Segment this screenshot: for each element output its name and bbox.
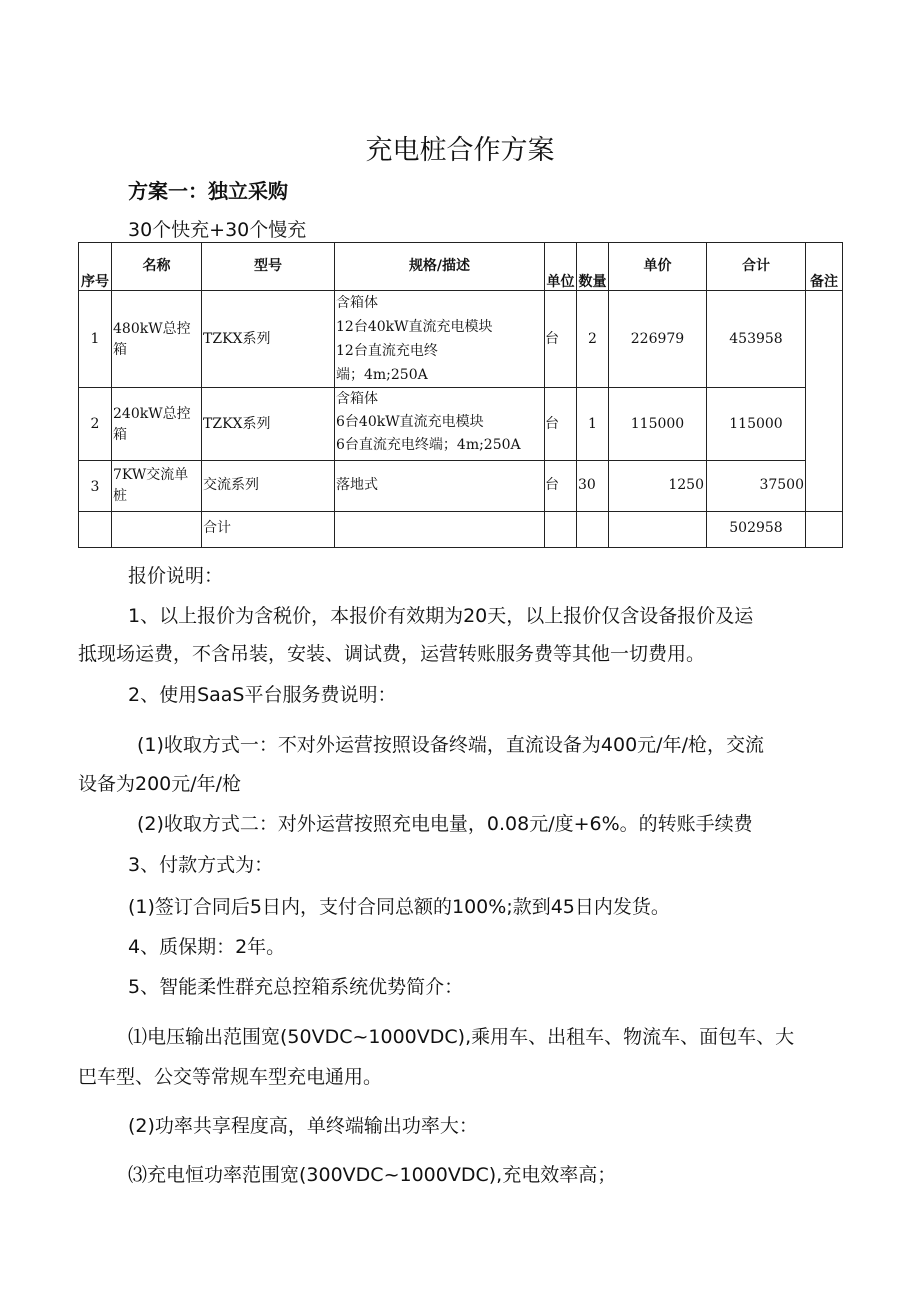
- row2-spec-line1: 含箱体: [336, 391, 378, 407]
- notes-heading: 报价说明：: [128, 565, 224, 587]
- header-price: 单价: [643, 258, 672, 274]
- header-model: 型号: [254, 258, 282, 274]
- row1-spec-line4: 端；4m;250A: [336, 367, 428, 383]
- row2-model: TZKX系列: [203, 416, 271, 432]
- row2-spec-line3: 6台直流充电终端；4m;250A: [336, 437, 521, 453]
- row1-name-line1: 480kW总控: [113, 321, 191, 337]
- note-2a-line2: 设备为200元/年/枪: [78, 773, 242, 795]
- header-total: 合计: [742, 258, 770, 274]
- row2-price: 115000: [630, 416, 685, 432]
- row2-total: 115000: [729, 416, 783, 432]
- note-2a-line1: (1)收取方式一：不对外运营按照设备终端，直流设备为400元/年/枪，交流: [137, 734, 764, 756]
- note-3: 3、付款方式为：: [128, 854, 274, 876]
- sum-label: 合计: [203, 520, 231, 536]
- row3-total: 37500: [759, 477, 804, 493]
- row2-name-line2: 箱: [113, 427, 127, 443]
- row3-name-line2: 桩: [113, 488, 127, 504]
- header-unit: 单位: [546, 274, 575, 290]
- note-1-line1: 1、以上报价为含税价，本报价有效期为20天，以上报价仅含设备报价及运: [128, 605, 754, 627]
- row1-spec: [336, 291, 544, 387]
- sum-total: 502958: [729, 520, 783, 536]
- row3-price: 1250: [668, 477, 704, 493]
- section-subtitle: 30个快充+30个慢充: [128, 219, 307, 241]
- note-3a: (1)签订合同后5日内，支付合同总额的100%;款到45日内发货。: [128, 896, 670, 918]
- note-2b: (2)收取方式二：对外运营按照充电电量，0.08元/度+6%。的转账手续费: [137, 813, 753, 835]
- row2-unit: 台: [545, 416, 559, 432]
- row1-price: 226979: [630, 331, 685, 347]
- row2-spec-line2: 6台40kW直流充电模块: [336, 414, 484, 430]
- row3-spec: 落地式: [336, 477, 378, 493]
- row1-unit: 台: [545, 331, 559, 347]
- row1-name: [113, 319, 201, 361]
- note-5a-line2: 巴车型、公交等常规车型充电通用。: [78, 1066, 383, 1088]
- note-5: 5、智能柔性群充总控箱系统优势简介：: [128, 976, 464, 998]
- row3-unit: 台: [545, 477, 559, 493]
- quote-table: [78, 242, 843, 548]
- row2-spec: [336, 388, 544, 457]
- row3-no: 3: [90, 479, 100, 495]
- header-qty: 数量: [578, 274, 607, 290]
- note-5c: ⑶充电恒功率范围宽(300VDC~1000VDC),充电效率高；: [128, 1164, 617, 1186]
- header-no: 序号: [81, 274, 109, 290]
- row3-name-line1: 7KW交流单: [113, 467, 189, 483]
- row1-qty: 2: [588, 331, 597, 347]
- row3-name: [113, 465, 201, 507]
- row1-no: 1: [90, 331, 100, 347]
- note-1-line2: 抵现场运费，不含吊装，安装、调试费，运营转账服务费等其他一切费用。: [78, 643, 706, 665]
- doc-title: 充电桩合作方案: [365, 135, 555, 166]
- row1-spec-line1: 含箱体: [336, 295, 378, 311]
- header-spec: 规格/描述: [408, 258, 471, 274]
- note-2: 2、使用SaaS平台服务费说明：: [128, 684, 397, 706]
- row2-name-line1: 240kW总控: [113, 406, 191, 422]
- section-heading: 方案一：独立采购: [128, 179, 288, 203]
- row2-name: [113, 404, 201, 446]
- note-5b: (2)功率共享程度高，单终端输出功率大：: [128, 1115, 478, 1137]
- row2-no: 2: [90, 416, 100, 432]
- row2-qty: 1: [588, 416, 597, 432]
- row3-model: 交流系列: [203, 477, 259, 493]
- header-remark: 备注: [810, 274, 838, 290]
- row1-spec-line2: 12台40kW直流充电模块: [336, 319, 493, 335]
- note-4: 4、质保期：2年。: [128, 936, 286, 958]
- row1-name-line2: 箱: [113, 342, 127, 358]
- header-name: 名称: [142, 258, 171, 274]
- row1-model: TZKX系列: [203, 331, 271, 347]
- row3-qty: 30: [578, 477, 596, 493]
- row1-total: 453958: [729, 331, 783, 347]
- row1-spec-line3: 12台直流充电终: [336, 343, 438, 359]
- note-5a-line1: ⑴电压输出范围宽(50VDC~1000VDC),乘用车、出租车、物流车、面包车、大: [128, 1026, 795, 1048]
